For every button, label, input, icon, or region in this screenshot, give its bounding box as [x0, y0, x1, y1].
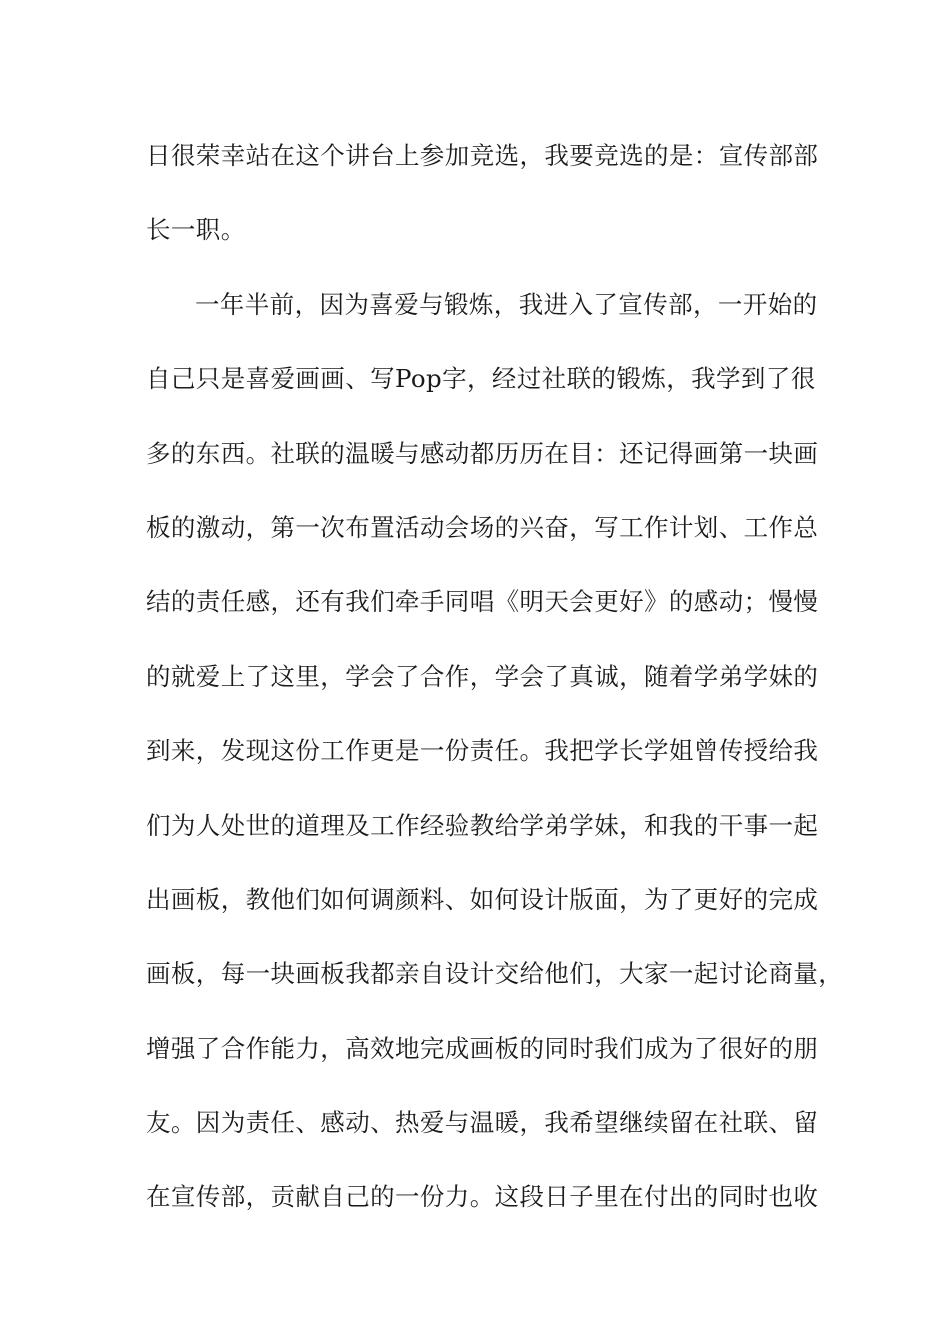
text-line: 们为人处世的道理及工作经验教给学弟学妹，和我的干事一起 — [146, 810, 819, 840]
text-line: 结的责任感，还有我们牵手同唱《明天会更好》的感动；慢慢 — [146, 587, 819, 617]
text-line: 在宣传部，贡献自己的一份力。这段日子里在付出的同时也收 — [146, 1182, 819, 1212]
text-line: 友。因为责任、感动、热爱与温暖，我希望继续留在社联、留 — [146, 1108, 819, 1138]
text-line: 板的激动，第一次布置活动会场的兴奋，写工作计划、工作总 — [146, 512, 819, 542]
text-line: 出画板，教他们如何调颜料、如何设计版面，为了更好的完成 — [146, 884, 819, 914]
text-line: 自己只是喜爱画画、写Pop字，经过社联的锻炼，我学到了很 — [146, 364, 816, 394]
text-line: 的就爱上了这里，学会了合作，学会了真诚，随着学弟学妹的 — [146, 661, 819, 691]
text-line: 到来，发现这份工作更是一份责任。我把学长学姐曾传授给我 — [146, 736, 819, 766]
text-line: 增强了合作能力，高效地完成画板的同时我们成为了很好的朋 — [146, 1033, 819, 1063]
paragraph-first-line: 一年半前，因为喜爱与锻炼，我进入了宣传部，一开始的 — [195, 289, 818, 319]
text-line: 多的东西。社联的温暖与感动都历历在目：还记得画第一块画 — [146, 438, 819, 468]
body-text — [146, 136, 844, 1252]
text-line: 日很荣幸站在这个讲台上参加竞选，我要竞选的是：宣传部部 — [146, 141, 819, 170]
text-line: 长一职。 — [146, 215, 246, 245]
text-line: 画板，每一块画板我都亲自设计交给他们，大家一起讨论商量， — [146, 959, 844, 989]
